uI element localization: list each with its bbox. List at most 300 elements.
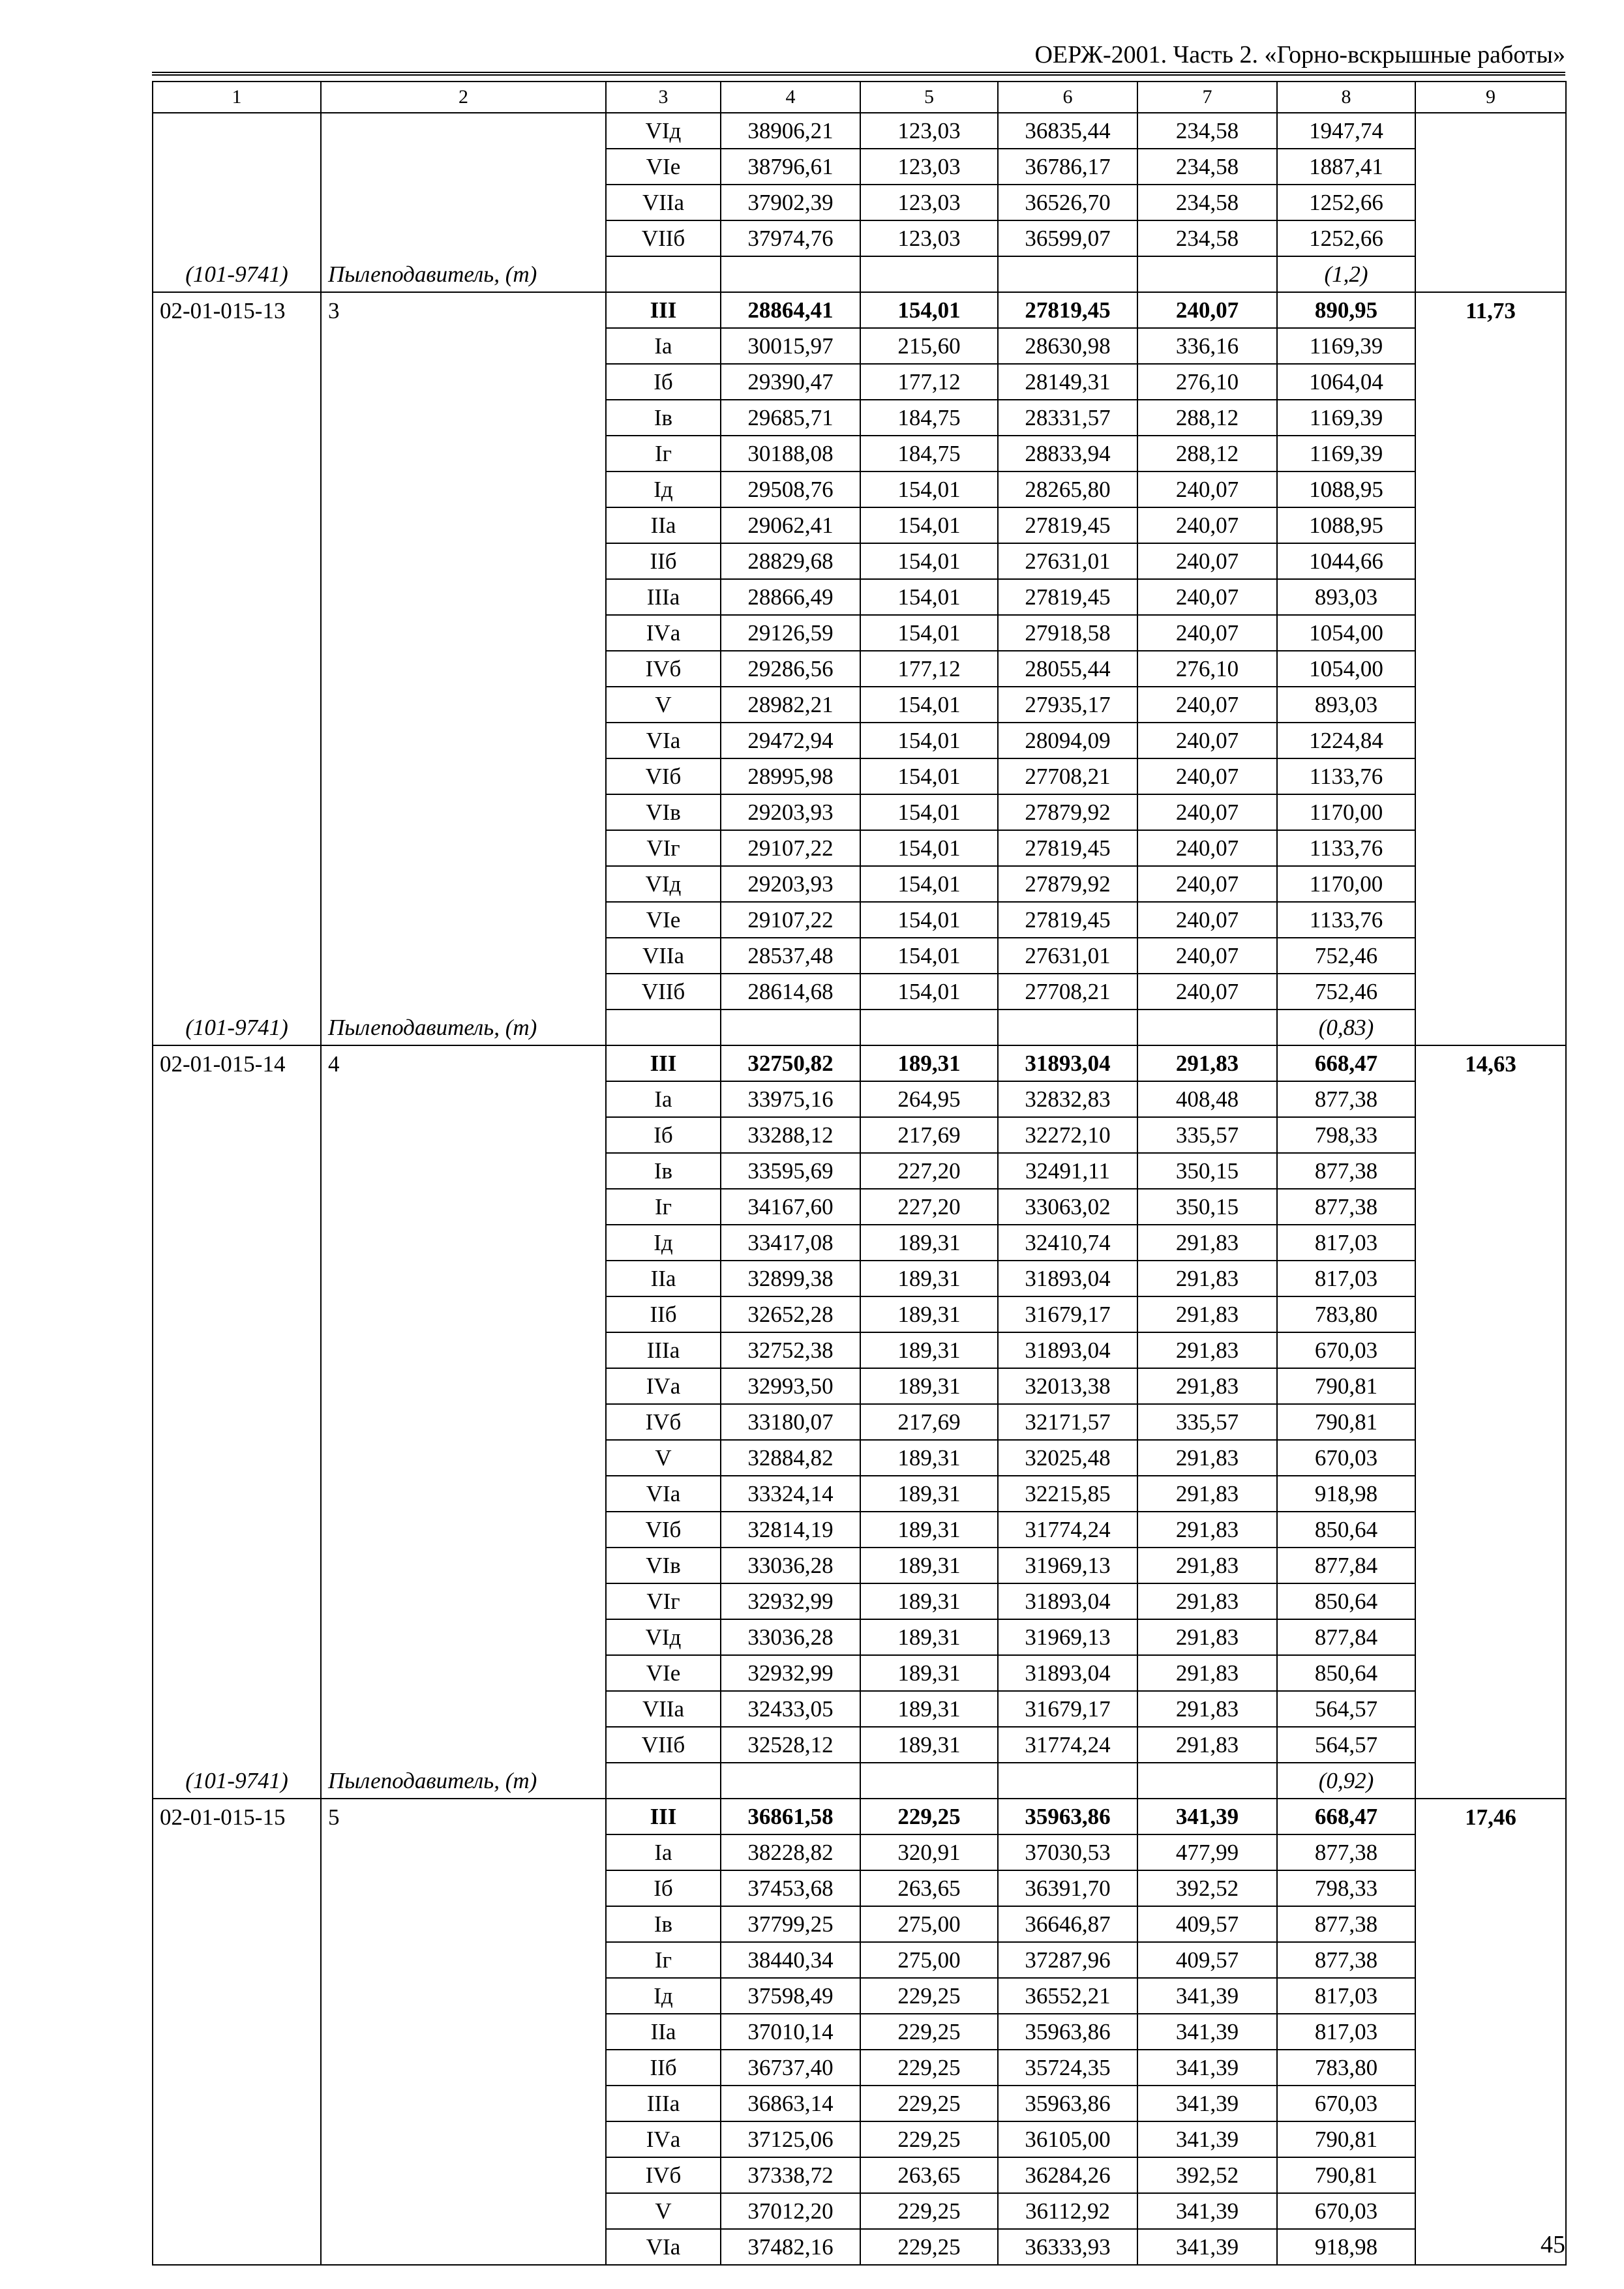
operator-wages-cell: 341,39 xyxy=(1137,2193,1277,2229)
table-row xyxy=(153,400,1566,436)
material-quantity-cell: (1,2) xyxy=(1277,256,1415,292)
wages-cell: 217,69 xyxy=(860,1117,998,1153)
labor-cost-cell xyxy=(1415,1942,1566,1978)
name-cell xyxy=(321,328,606,364)
material-note-row xyxy=(153,1763,1566,1799)
operator-wages-cell: 291,83 xyxy=(1137,1583,1277,1619)
material-code-cell: (101-9741) xyxy=(153,1763,321,1799)
total-cost-cell: 38228,82 xyxy=(721,1834,860,1870)
zone-cell: Iа xyxy=(606,328,721,364)
total-cost-cell: 36737,40 xyxy=(721,2050,860,2086)
name-cell xyxy=(321,149,606,185)
materials-cell: 668,47 xyxy=(1277,1045,1415,1081)
name-cell xyxy=(321,866,606,902)
rate-code-cell xyxy=(153,113,321,149)
name-cell xyxy=(321,1189,606,1225)
materials-cell: 670,03 xyxy=(1277,1332,1415,1368)
total-cost-cell: 33324,14 xyxy=(721,1476,860,1512)
machine-cost-cell: 36646,87 xyxy=(998,1906,1137,1942)
zone-cell: VIIб xyxy=(606,974,721,1010)
materials-cell: 877,38 xyxy=(1277,1081,1415,1117)
materials-cell: 670,03 xyxy=(1277,2086,1415,2121)
rate-code-cell xyxy=(153,400,321,436)
table-row xyxy=(153,615,1566,651)
operator-wages-cell: 291,83 xyxy=(1137,1619,1277,1655)
labor-cost-cell xyxy=(1415,1225,1566,1261)
material-quantity-cell: (0,92) xyxy=(1277,1763,1415,1799)
page-number: 45 xyxy=(1541,2231,1565,2258)
wages-cell: 229,25 xyxy=(860,1799,998,1834)
name-cell xyxy=(321,1834,606,1870)
empty-cell xyxy=(1137,1763,1277,1799)
materials-cell: 1064,04 xyxy=(1277,364,1415,400)
wages-cell: 123,03 xyxy=(860,149,998,185)
machine-cost-cell: 31893,04 xyxy=(998,1045,1137,1081)
labor-cost-cell xyxy=(1415,1332,1566,1368)
operator-wages-cell: 350,15 xyxy=(1137,1153,1277,1189)
total-cost-cell: 32899,38 xyxy=(721,1261,860,1296)
column-header: 7 xyxy=(1137,82,1277,113)
name-cell: 4 xyxy=(321,1045,606,1081)
zone-cell: IIа xyxy=(606,507,721,543)
machine-cost-cell: 31679,17 xyxy=(998,1296,1137,1332)
total-cost-cell: 32932,99 xyxy=(721,1583,860,1619)
total-cost-cell: 34167,60 xyxy=(721,1189,860,1225)
materials-cell: 877,38 xyxy=(1277,1153,1415,1189)
materials-cell: 877,84 xyxy=(1277,1548,1415,1583)
table-row xyxy=(153,436,1566,471)
operator-wages-cell: 409,57 xyxy=(1137,1906,1277,1942)
zone-cell: Iд xyxy=(606,1225,721,1261)
wages-cell: 229,25 xyxy=(860,2229,998,2265)
operator-wages-cell: 240,07 xyxy=(1137,794,1277,830)
operator-wages-cell: 291,83 xyxy=(1137,1655,1277,1691)
materials-cell: 877,84 xyxy=(1277,1619,1415,1655)
wages-cell: 189,31 xyxy=(860,1332,998,1368)
total-cost-cell: 28866,49 xyxy=(721,579,860,615)
materials-cell: 783,80 xyxy=(1277,1296,1415,1332)
rate-code-cell xyxy=(153,1655,321,1691)
rate-code-cell xyxy=(153,1548,321,1583)
name-cell xyxy=(321,1296,606,1332)
operator-wages-cell: 291,83 xyxy=(1137,1548,1277,1583)
name-cell xyxy=(321,220,606,256)
name-cell xyxy=(321,400,606,436)
table-row xyxy=(153,687,1566,723)
materials-cell: 850,64 xyxy=(1277,1583,1415,1619)
column-header: 8 xyxy=(1277,82,1415,113)
zone-cell: IIа xyxy=(606,1261,721,1296)
labor-cost-cell xyxy=(1415,1117,1566,1153)
rate-code-cell xyxy=(153,1153,321,1189)
operator-wages-cell: 240,07 xyxy=(1137,471,1277,507)
table-row xyxy=(153,1332,1566,1368)
total-cost-cell: 32433,05 xyxy=(721,1691,860,1727)
zone-cell: Iв xyxy=(606,1906,721,1942)
table-row xyxy=(153,2193,1566,2229)
total-cost-cell: 38796,61 xyxy=(721,149,860,185)
total-cost-cell: 32750,82 xyxy=(721,1045,860,1081)
table-row xyxy=(153,651,1566,687)
wages-cell: 154,01 xyxy=(860,471,998,507)
name-cell xyxy=(321,1332,606,1368)
empty-cell xyxy=(606,1010,721,1045)
labor-cost-cell: 14,63 xyxy=(1415,1045,1566,1081)
table-row xyxy=(153,579,1566,615)
machine-cost-cell: 27819,45 xyxy=(998,830,1137,866)
name-cell xyxy=(321,1583,606,1619)
price-table xyxy=(152,81,1567,2266)
zone-cell: V xyxy=(606,687,721,723)
total-cost-cell: 37799,25 xyxy=(721,1906,860,1942)
table-row xyxy=(153,974,1566,1010)
zone-cell: Iб xyxy=(606,364,721,400)
table-row xyxy=(153,2014,1566,2050)
zone-cell: VIа xyxy=(606,723,721,758)
table-row xyxy=(153,1153,1566,1189)
machine-cost-cell: 33063,02 xyxy=(998,1189,1137,1225)
machine-cost-cell: 27708,21 xyxy=(998,758,1137,794)
rate-code-cell xyxy=(153,1440,321,1476)
total-cost-cell: 29472,94 xyxy=(721,723,860,758)
name-cell xyxy=(321,507,606,543)
materials-cell: 817,03 xyxy=(1277,2014,1415,2050)
machine-cost-cell: 32410,74 xyxy=(998,1225,1137,1261)
wages-cell: 154,01 xyxy=(860,794,998,830)
name-cell xyxy=(321,2050,606,2086)
total-cost-cell: 37902,39 xyxy=(721,185,860,220)
labor-cost-cell xyxy=(1415,758,1566,794)
machine-cost-cell: 36526,70 xyxy=(998,185,1137,220)
table-row xyxy=(153,1655,1566,1691)
table-row xyxy=(153,113,1566,149)
table-row xyxy=(153,2086,1566,2121)
empty-cell xyxy=(860,256,998,292)
name-cell xyxy=(321,1870,606,1906)
operator-wages-cell: 288,12 xyxy=(1137,400,1277,436)
materials-cell: 564,57 xyxy=(1277,1691,1415,1727)
operator-wages-cell: 350,15 xyxy=(1137,1189,1277,1225)
wages-cell: 154,01 xyxy=(860,974,998,1010)
total-cost-cell: 37598,49 xyxy=(721,1978,860,2014)
table-row xyxy=(153,471,1566,507)
machine-cost-cell: 27918,58 xyxy=(998,615,1137,651)
operator-wages-cell: 234,58 xyxy=(1137,113,1277,149)
rate-code-cell xyxy=(153,758,321,794)
machine-cost-cell: 31893,04 xyxy=(998,1332,1137,1368)
materials-cell: 918,98 xyxy=(1277,2229,1415,2265)
empty-cell xyxy=(1415,1763,1566,1799)
zone-cell: VIе xyxy=(606,149,721,185)
table-row xyxy=(153,364,1566,400)
name-cell xyxy=(321,615,606,651)
zone-cell: Iд xyxy=(606,471,721,507)
materials-cell: 877,38 xyxy=(1277,1906,1415,1942)
materials-cell: 798,33 xyxy=(1277,1870,1415,1906)
empty-cell xyxy=(721,1010,860,1045)
column-header: 3 xyxy=(606,82,721,113)
table-row xyxy=(153,1799,1566,1834)
labor-cost-cell xyxy=(1415,2193,1566,2229)
machine-cost-cell: 31893,04 xyxy=(998,1655,1137,1691)
rate-code-cell xyxy=(153,543,321,579)
materials-cell: 670,03 xyxy=(1277,1440,1415,1476)
table-row xyxy=(153,830,1566,866)
table-row xyxy=(153,328,1566,364)
labor-cost-cell xyxy=(1415,1978,1566,2014)
operator-wages-cell: 240,07 xyxy=(1137,974,1277,1010)
name-cell xyxy=(321,830,606,866)
table-row xyxy=(153,1834,1566,1870)
table-row xyxy=(153,1045,1566,1081)
labor-cost-cell xyxy=(1415,1834,1566,1870)
machine-cost-cell: 37030,53 xyxy=(998,1834,1137,1870)
zone-cell: VIа xyxy=(606,1476,721,1512)
zone-cell: IIа xyxy=(606,2014,721,2050)
machine-cost-cell: 32215,85 xyxy=(998,1476,1137,1512)
empty-cell xyxy=(721,1763,860,1799)
zone-cell: VIIб xyxy=(606,1727,721,1763)
table-row xyxy=(153,2050,1566,2086)
total-cost-cell: 29126,59 xyxy=(721,615,860,651)
name-cell xyxy=(321,1081,606,1117)
wages-cell: 229,25 xyxy=(860,2086,998,2121)
zone-cell: Iб xyxy=(606,1117,721,1153)
table-row xyxy=(153,723,1566,758)
name-cell xyxy=(321,1153,606,1189)
page-header: ОЕРЖ-2001. Часть 2. «Горно-вскрышные работы» xyxy=(152,38,1565,76)
operator-wages-cell: 291,83 xyxy=(1137,1512,1277,1548)
total-cost-cell: 37482,16 xyxy=(721,2229,860,2265)
labor-cost-cell xyxy=(1415,794,1566,830)
total-cost-cell: 37974,76 xyxy=(721,220,860,256)
rate-code-cell xyxy=(153,1583,321,1619)
wages-cell: 215,60 xyxy=(860,328,998,364)
name-cell xyxy=(321,1512,606,1548)
zone-cell: V xyxy=(606,1440,721,1476)
column-header: 2 xyxy=(321,82,606,113)
total-cost-cell: 33036,28 xyxy=(721,1619,860,1655)
labor-cost-cell xyxy=(1415,615,1566,651)
machine-cost-cell: 31893,04 xyxy=(998,1583,1137,1619)
wages-cell: 227,20 xyxy=(860,1189,998,1225)
material-quantity-cell: (0,83) xyxy=(1277,1010,1415,1045)
rate-code-cell xyxy=(153,1368,321,1404)
table-row xyxy=(153,1870,1566,1906)
total-cost-cell: 37453,68 xyxy=(721,1870,860,1906)
materials-cell: 1170,00 xyxy=(1277,794,1415,830)
zone-cell: Iв xyxy=(606,1153,721,1189)
wages-cell: 154,01 xyxy=(860,687,998,723)
materials-cell: 798,33 xyxy=(1277,1117,1415,1153)
zone-cell: IVа xyxy=(606,2121,721,2157)
labor-cost-cell xyxy=(1415,866,1566,902)
labor-cost-cell xyxy=(1415,902,1566,938)
table-row xyxy=(153,2229,1566,2265)
operator-wages-cell: 291,83 xyxy=(1137,1368,1277,1404)
materials-cell: 850,64 xyxy=(1277,1655,1415,1691)
wages-cell: 217,69 xyxy=(860,1404,998,1440)
machine-cost-cell: 36112,92 xyxy=(998,2193,1137,2229)
total-cost-cell: 37012,20 xyxy=(721,2193,860,2229)
machine-cost-cell: 36552,21 xyxy=(998,1978,1137,2014)
table-row xyxy=(153,866,1566,902)
wages-cell: 229,25 xyxy=(860,1978,998,2014)
zone-cell: VIа xyxy=(606,2229,721,2265)
empty-cell xyxy=(1415,256,1566,292)
total-cost-cell: 30188,08 xyxy=(721,436,860,471)
labor-cost-cell xyxy=(1415,328,1566,364)
rate-code-cell xyxy=(153,615,321,651)
table-row xyxy=(153,938,1566,974)
labor-cost-cell xyxy=(1415,974,1566,1010)
table-row xyxy=(153,1691,1566,1727)
empty-cell xyxy=(860,1763,998,1799)
table-row xyxy=(153,1225,1566,1261)
table-row xyxy=(153,1189,1566,1225)
wages-cell: 229,25 xyxy=(860,2014,998,2050)
wages-cell: 154,01 xyxy=(860,615,998,651)
table-row xyxy=(153,1512,1566,1548)
name-cell xyxy=(321,2086,606,2121)
materials-cell: 1054,00 xyxy=(1277,615,1415,651)
zone-cell: Iг xyxy=(606,436,721,471)
operator-wages-cell: 276,10 xyxy=(1137,651,1277,687)
machine-cost-cell: 35724,35 xyxy=(998,2050,1137,2086)
operator-wages-cell: 240,07 xyxy=(1137,902,1277,938)
zone-cell: VIд xyxy=(606,866,721,902)
labor-cost-cell xyxy=(1415,113,1566,149)
name-cell xyxy=(321,2229,606,2265)
empty-cell xyxy=(606,1763,721,1799)
materials-cell: 1252,66 xyxy=(1277,220,1415,256)
total-cost-cell: 28614,68 xyxy=(721,974,860,1010)
name-cell xyxy=(321,1727,606,1763)
column-header: 5 xyxy=(860,82,998,113)
name-cell xyxy=(321,1942,606,1978)
name-cell: 3 xyxy=(321,292,606,328)
labor-cost-cell xyxy=(1415,185,1566,220)
total-cost-cell: 29062,41 xyxy=(721,507,860,543)
machine-cost-cell: 36391,70 xyxy=(998,1870,1137,1906)
total-cost-cell: 33036,28 xyxy=(721,1548,860,1583)
operator-wages-cell: 240,07 xyxy=(1137,579,1277,615)
materials-cell: 790,81 xyxy=(1277,2121,1415,2157)
total-cost-cell: 37125,06 xyxy=(721,2121,860,2157)
table-row xyxy=(153,1583,1566,1619)
rate-code-cell: 02-01-015-15 xyxy=(153,1799,321,1834)
operator-wages-cell: 341,39 xyxy=(1137,2086,1277,2121)
table-row xyxy=(153,1368,1566,1404)
wages-cell: 123,03 xyxy=(860,220,998,256)
operator-wages-cell: 392,52 xyxy=(1137,1870,1277,1906)
machine-cost-cell: 27708,21 xyxy=(998,974,1137,1010)
total-cost-cell: 28537,48 xyxy=(721,938,860,974)
labor-cost-cell xyxy=(1415,1296,1566,1332)
table-row xyxy=(153,758,1566,794)
machine-cost-cell: 35963,86 xyxy=(998,2014,1137,2050)
rate-code-cell xyxy=(153,507,321,543)
rate-code-cell xyxy=(153,1081,321,1117)
rate-code-cell xyxy=(153,723,321,758)
empty-cell xyxy=(606,256,721,292)
name-cell xyxy=(321,471,606,507)
labor-cost-cell xyxy=(1415,1368,1566,1404)
materials-cell: 1947,74 xyxy=(1277,113,1415,149)
table-row xyxy=(153,1440,1566,1476)
material-note-row xyxy=(153,256,1566,292)
machine-cost-cell: 27819,45 xyxy=(998,292,1137,328)
labor-cost-cell xyxy=(1415,507,1566,543)
rate-code-cell xyxy=(153,364,321,400)
machine-cost-cell: 35963,86 xyxy=(998,2086,1137,2121)
total-cost-cell: 32528,12 xyxy=(721,1727,860,1763)
rate-code-cell xyxy=(153,1834,321,1870)
name-cell xyxy=(321,2157,606,2193)
materials-cell: 1133,76 xyxy=(1277,830,1415,866)
wages-cell: 189,31 xyxy=(860,1476,998,1512)
materials-cell: 1252,66 xyxy=(1277,185,1415,220)
name-cell xyxy=(321,1404,606,1440)
name-cell xyxy=(321,758,606,794)
name-cell xyxy=(321,1225,606,1261)
materials-cell: 752,46 xyxy=(1277,974,1415,1010)
materials-cell: 1169,39 xyxy=(1277,328,1415,364)
zone-cell: IIIа xyxy=(606,2086,721,2121)
machine-cost-cell: 28094,09 xyxy=(998,723,1137,758)
rate-code-cell xyxy=(153,436,321,471)
materials-cell: 877,38 xyxy=(1277,1942,1415,1978)
total-cost-cell: 33417,08 xyxy=(721,1225,860,1261)
rate-code-cell xyxy=(153,2229,321,2265)
materials-cell: 564,57 xyxy=(1277,1727,1415,1763)
wages-cell: 154,01 xyxy=(860,938,998,974)
material-name-cell: Пылеподавитель, (т) xyxy=(321,1010,606,1045)
total-cost-cell: 29203,93 xyxy=(721,794,860,830)
machine-cost-cell: 32013,38 xyxy=(998,1368,1137,1404)
machine-cost-cell: 31679,17 xyxy=(998,1691,1137,1727)
machine-cost-cell: 31893,04 xyxy=(998,1261,1137,1296)
wages-cell: 189,31 xyxy=(860,1261,998,1296)
rate-code-cell xyxy=(153,1512,321,1548)
wages-cell: 154,01 xyxy=(860,579,998,615)
labor-cost-cell xyxy=(1415,364,1566,400)
total-cost-cell: 29685,71 xyxy=(721,400,860,436)
wages-cell: 229,25 xyxy=(860,2050,998,2086)
table-row xyxy=(153,902,1566,938)
operator-wages-cell: 291,83 xyxy=(1137,1296,1277,1332)
rate-code-cell xyxy=(153,1296,321,1332)
operator-wages-cell: 341,39 xyxy=(1137,1799,1277,1834)
labor-cost-cell xyxy=(1415,1404,1566,1440)
total-cost-cell: 32884,82 xyxy=(721,1440,860,1476)
labor-cost-cell: 11,73 xyxy=(1415,292,1566,328)
zone-cell: III xyxy=(606,1799,721,1834)
table-row xyxy=(153,1296,1566,1332)
table-row xyxy=(153,1404,1566,1440)
materials-cell: 893,03 xyxy=(1277,579,1415,615)
total-cost-cell: 33975,16 xyxy=(721,1081,860,1117)
operator-wages-cell: 240,07 xyxy=(1137,292,1277,328)
materials-cell: 893,03 xyxy=(1277,687,1415,723)
operator-wages-cell: 291,83 xyxy=(1137,1440,1277,1476)
materials-cell: 1170,00 xyxy=(1277,866,1415,902)
wages-cell: 189,31 xyxy=(860,1368,998,1404)
table-row xyxy=(153,149,1566,185)
zone-cell: VIд xyxy=(606,113,721,149)
zone-cell: VIв xyxy=(606,1548,721,1583)
labor-cost-cell xyxy=(1415,1189,1566,1225)
